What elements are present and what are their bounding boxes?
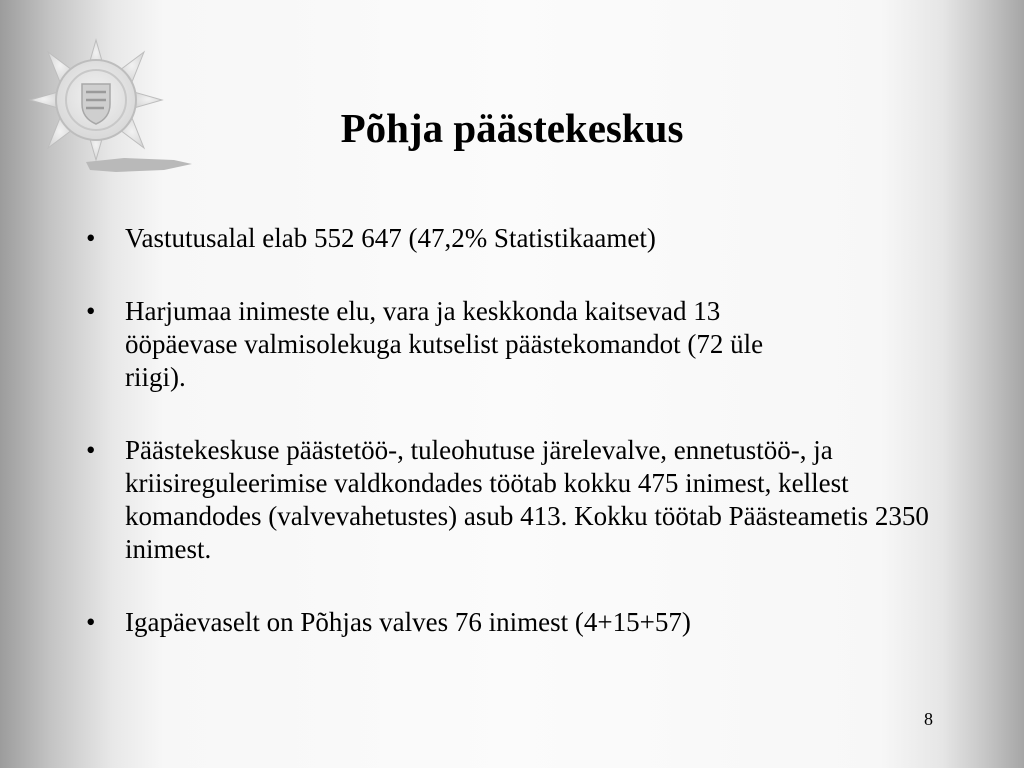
bullet-text: Vastutusalal elab 552 647 (47,2% Statistikaamet) — [125, 223, 656, 253]
bullet-symbol: • — [86, 435, 96, 465]
bullet-list — [84, 222, 944, 679]
bullet-text: Päästekeskuse päästetöö-, tuleohutuse järelevalve, ennetustöö-, ja kriisireguleerimise valdkondades töötab kokku 475 inimest, kellest komandodes (valvevahetustes) asub 413. Kokku töötab Päästeametis 2350 inimest. — [125, 435, 929, 564]
bullet-symbol: • — [86, 607, 96, 637]
bullet-text: Harjumaa inimeste elu, vara ja keskkonda kaitsevad 13 ööpäevase valmisolekuga kutselist päästekomandot (72 üle riigi). — [125, 296, 764, 392]
page-number: 8 — [924, 709, 933, 729]
bullet-symbol: • — [86, 296, 96, 326]
bullet-text: Igapäevaselt on Põhjas valves 76 inimest (4+15+57) — [125, 607, 691, 637]
slide-title: Põhja päästekeskus — [340, 105, 684, 151]
list-item — [84, 434, 944, 566]
list-item — [84, 295, 765, 394]
list-item — [84, 222, 944, 255]
bullet-symbol: • — [86, 223, 96, 253]
list-item — [84, 606, 944, 639]
